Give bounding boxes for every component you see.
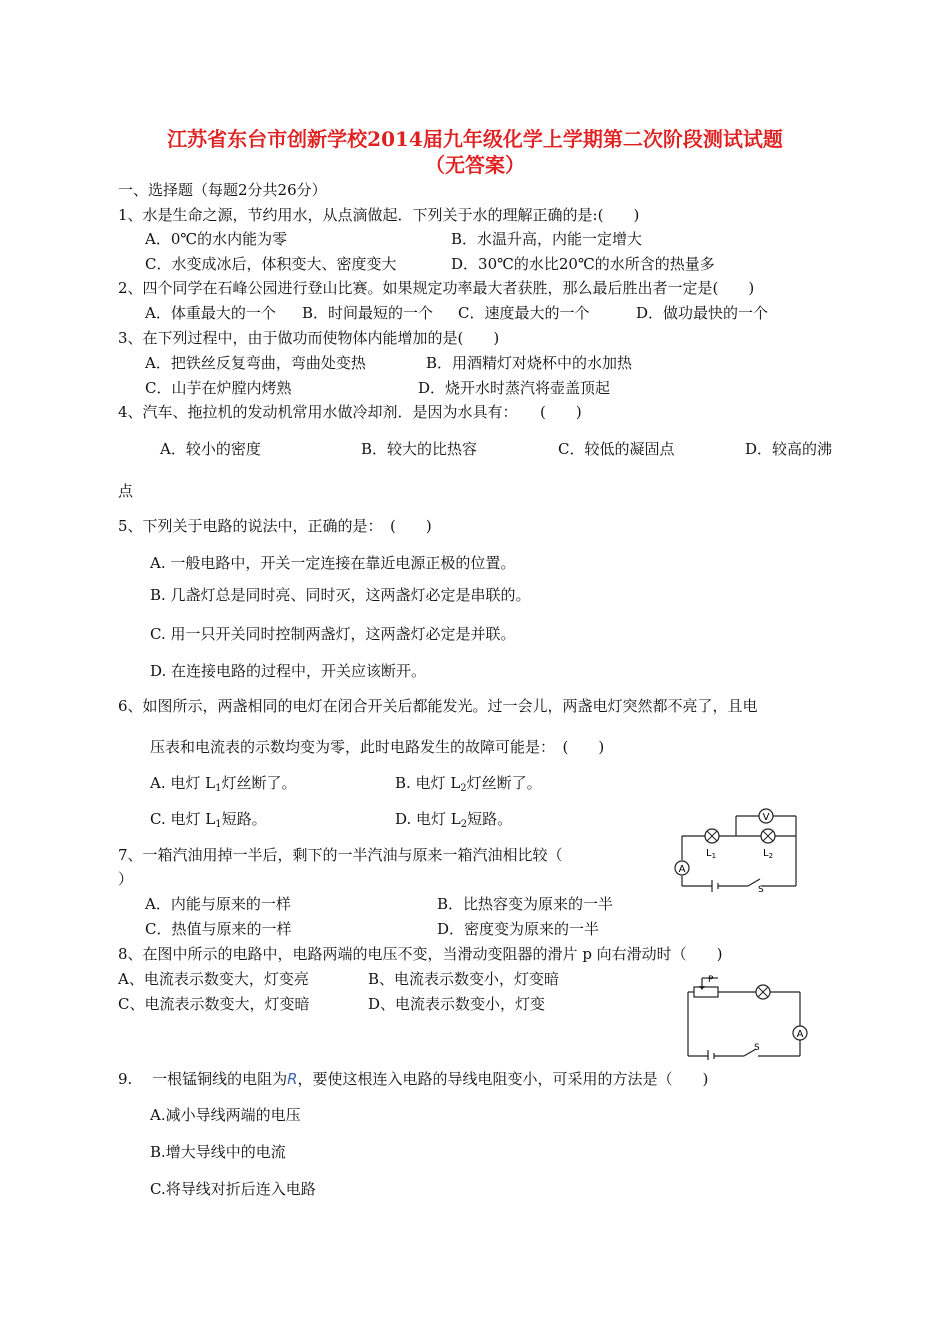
q4-option-c: C．较低的凝固点 [558,440,675,458]
q7-option-c: C．热值与原来的一样 [145,920,292,938]
q4-option-d-continued: 点 [118,482,134,500]
q7-option-b: B．比热容变为原来的一半 [437,895,614,913]
q2-stem: 2、四个同学在石峰公园进行登山比赛。如果规定功率最大者获胜，那么最后胜出者一定是( ) [118,279,755,297]
svg-text:A: A [678,864,686,875]
circuit-diagram-q8 [680,970,812,1060]
q4-stem: 4、汽车、拖拉机的发动机常用水做冷却剂．是因为水具有： ( ) [118,403,582,421]
q7-option-d: D．密度变为原来的一半 [437,920,600,938]
q3-stem: 3、在下列过程中，由于做功而使物体内能增加的是( ) [118,329,500,347]
q1-option-b: B．水温升高，内能一定增大 [451,230,643,248]
q3-option-b: B．用酒精灯对烧杯中的水加热 [426,354,633,372]
q9-option-b: B.增大导线中的电流 [150,1143,286,1161]
lamp-l1-symbol [705,829,719,843]
q7-option-a: A．内能与原来的一样 [145,895,291,913]
q3-option-a: A．把铁丝反复弯曲，弯曲处变热 [145,354,366,372]
q3-option-c: C．山芋在炉膛内烤熟 [145,379,292,397]
q6-option-d: D. 电灯 $L_2$短路。 [395,810,513,830]
q1-option-c: C．水变成冰后，体积变大、密度变大 [145,255,397,273]
q1-option-a: A．0℃的水内能为零 [145,230,288,248]
q9-stem: 9. 一根锰铜线的电阻为R，要使这根连入电路的导线电阻变小，可采用的方法是（ ) [118,1070,709,1088]
q4-option-b: B．较大的比热容 [361,440,478,458]
q5-option-c: C. 用一只开关同时控制两盏灯，这两盏灯必定是并联。 [150,625,516,643]
q8-option-d: D、电流表示数变小，灯变 [368,995,546,1013]
q2-option-b: B．时间最短的一个 [302,304,434,322]
q6-option-a: A. 电灯 $L_1$灯丝断了。 [150,774,297,794]
q3-option-d: D．烧开水时蒸汽将壶盖顶起 [418,379,611,397]
q8-option-c: C、电流表示数变大，灯变暗 [118,995,310,1013]
lamp-l2-symbol [761,829,775,843]
svg-text:V: V [762,812,770,823]
slider-label: P [708,975,714,985]
q1-option-d: D．30℃的水比20℃的水所含的热量多 [451,255,715,273]
rheostat-symbol [694,987,718,997]
q6-stem: 6、如图所示，两盏相同的电灯在闭合开关后都能发光。过一会儿，两盏电灯突然都不亮了，且电 [118,697,758,715]
q7-stem: 7、一箱汽油用掉一半后，剩下的一半汽油与原来一箱汽油相比较（ [118,846,563,864]
q5-option-b: B. 几盏灯总是同时亮、同时灭，这两盏灯必定是串联的。 [150,586,531,604]
q2-option-c: C．速度最大的一个 [458,304,590,322]
resistance-symbol: R [287,1070,298,1088]
q6-option-c: C. 电灯 $L_1$短路。 [150,810,267,830]
q2-option-a: A．体重最大的一个 [145,304,276,322]
section-heading: 一、选择题（每题2分共26分） [118,181,327,199]
q8-stem: 8、在图中所示的电路中，电路两端的电压不变，当滑动变阻器的滑片 p 向右滑动时（ ) [118,945,723,963]
q6-stem-continued: 压表和电流表的示数均变为零，此时电路发生的故障可能是： ( ) [150,738,605,756]
switch-label: S [758,885,764,892]
lamp-l1-label: $L_1$ [706,848,717,860]
q1-stem: 1、水是生命之源，节约用水，从点滴做起．下列关于水的理解正确的是:( ) [118,206,640,224]
page-subtitle: （无答案） [425,153,525,177]
q4-option-d: D．较高的沸 [745,440,833,458]
page-title: 江苏省东台市创新学校2014届九年级化学上学期第二次阶段测试试题 [167,127,783,151]
switch-label: S [754,1043,760,1053]
q5-option-d: D. 在连接电路的过程中，开关应该断开。 [150,662,427,680]
q5-stem: 5、下列关于电路的说法中，正确的是： ( ) [118,517,432,535]
circuit-diagram-q6 [666,808,802,892]
lamp-l2-label: $L_2$ [763,848,774,860]
q7-stem-continued: ） [118,870,134,888]
q9-option-c: C.将导线对折后连入电路 [150,1180,316,1198]
svg-text:A: A [796,1029,804,1040]
q8-option-a: A、电流表示数变大，灯变亮 [118,970,309,988]
q8-option-b: B、电流表示数变小，灯变暗 [368,970,560,988]
q5-option-a: A. 一般电路中，开关一定连接在靠近电源正极的位置。 [150,554,516,572]
q4-option-a: A．较小的密度 [160,440,261,458]
lamp-symbol [756,985,770,999]
q9-option-a: A.减小导线两端的电压 [150,1106,301,1124]
voltmeter-symbol [759,809,773,823]
ammeter-symbol [793,1026,807,1040]
q2-option-d: D．做功最快的一个 [636,304,769,322]
ammeter-symbol [675,861,689,875]
q6-option-b: B. 电灯 $L_2$灯丝断了。 [395,774,542,794]
